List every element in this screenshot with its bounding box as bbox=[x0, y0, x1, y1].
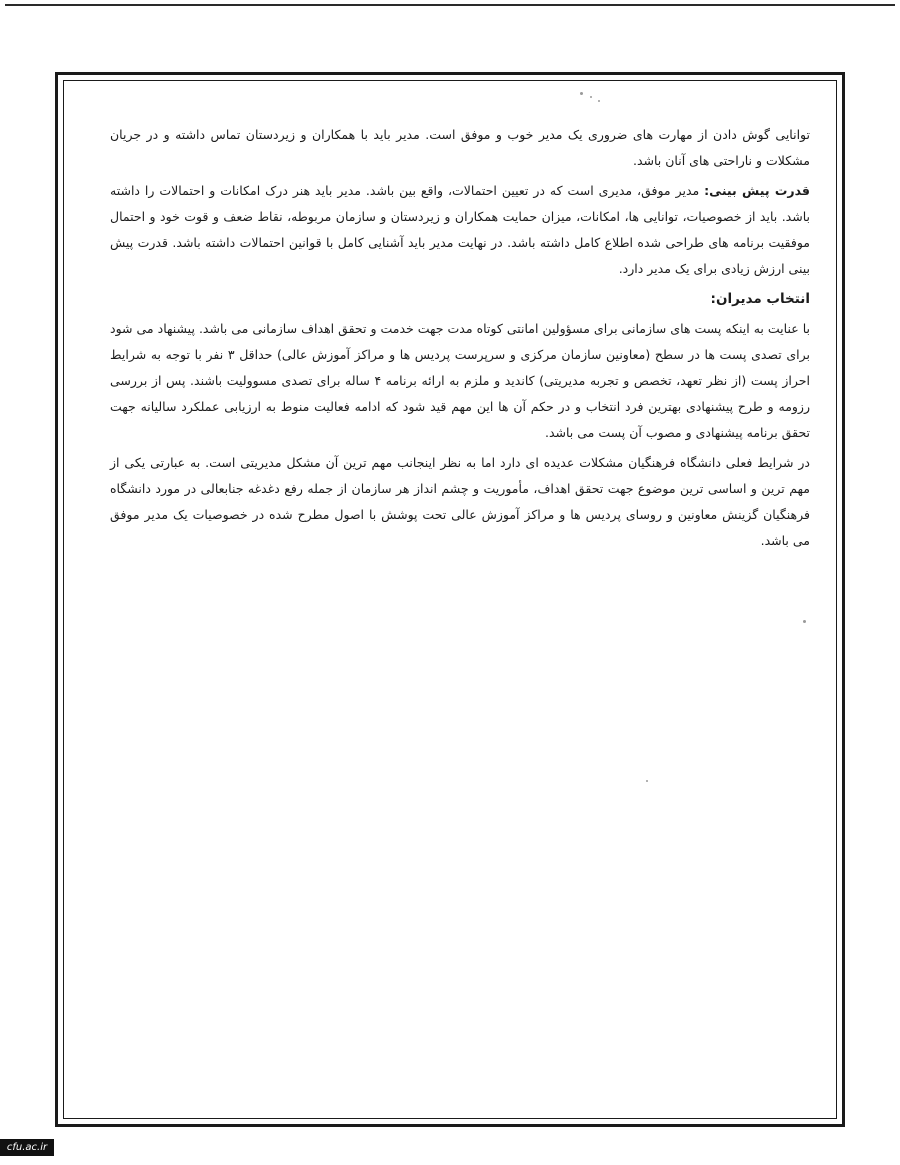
paragraph-selection: با عنایت به اینکه پست های سازمانی برای مسؤولین امانتی کوتاه مدت جهت خدمت و تحقق اهداف سازمانی می باشد. پیشنهاد می شود برای تصدی پست ها در سطح (معاونین سازمان مرکزی و سرپرست پردیس ها و مراکز آموزش عالی) حداقل ۳ نفر با توجه به شرایط احراز پست (از نظر تعهد، تخصص و تجربه مدیریتی) کاندید و ملزم به ارائه برنامه ۴ ساله برای تصدی مسوولیت باشند. پس از بررسی رزومه و طرح پیشنهادی بهترین فرد انتخاب و در حکم آن ها این مهم قید شود که ادامه فعالیت منوط به ارزیابی عملکرد سالیانه جهت تحقق برنامه پیشنهادی و مصوب آن پست می باشد. bbox=[110, 321, 811, 440]
paragraph-current-conditions: در شرایط فعلی دانشگاه فرهنگیان مشکلات عدیده ای دارد اما به نظر اینجانب مهم ترین آن مشکل مدیریتی است. به عبارتی یکی از مهم ترین و اساسی ترین موضوع جهت تحقق اهداف، مأموریت و چشم انداز هر سازمان از جمله رفع دغدغه جنابعالی در مورد دانشگاه فرهنگیان گزینش معاونین و روسای پردیس ها و مراکز آموزش عالی تحت پوشش با اصول مطرح شده در خصوصیات یک مدیر موفق می باشد. bbox=[110, 455, 810, 548]
scan-speck bbox=[598, 100, 600, 102]
scan-speck bbox=[590, 96, 592, 98]
foresight-body: مدیر موفق، مدیری است که در تعیین احتمالات، واقع بین باشد. مدیر باید هنر درک امکانات و احتمالات را داشته باشد. باید از خصوصیات، توانایی ها، امکانات، میزان حمایت همکاران و زیردستان و سازمان مربوطه، نقاط ضعف و قوت خود و احتمال موفقیت برنامه های طراحی شده اطلاع کامل داشته باشد. در نهایت مدیر باید آشنایی کامل با قوانین احتمالات داشته باشد. قدرت پیش بینی ارزش زیادی برای یک مدیر دارد. bbox=[110, 183, 810, 276]
foresight-lead: قدرت پیش بینی: bbox=[704, 183, 810, 198]
scan-top-edge bbox=[5, 4, 895, 6]
paragraph-listening: توانایی گوش دادن از مهارت های ضروری یک مدیر خوب و موفق است. مدیر باید با همکاران و زیردستان تماس داشته و در جریان مشکلات و ناراحتی های آنان باشد. bbox=[110, 127, 810, 168]
paragraph-foresight bbox=[110, 178, 810, 282]
scan-speck bbox=[803, 620, 806, 623]
scan-speck bbox=[646, 780, 648, 782]
site-watermark-badge: cfu.ac.ir bbox=[0, 1139, 54, 1156]
document-body bbox=[110, 122, 810, 558]
scan-speck bbox=[580, 92, 583, 95]
section-heading-manager-selection: انتخاب مدیران: bbox=[710, 291, 810, 307]
